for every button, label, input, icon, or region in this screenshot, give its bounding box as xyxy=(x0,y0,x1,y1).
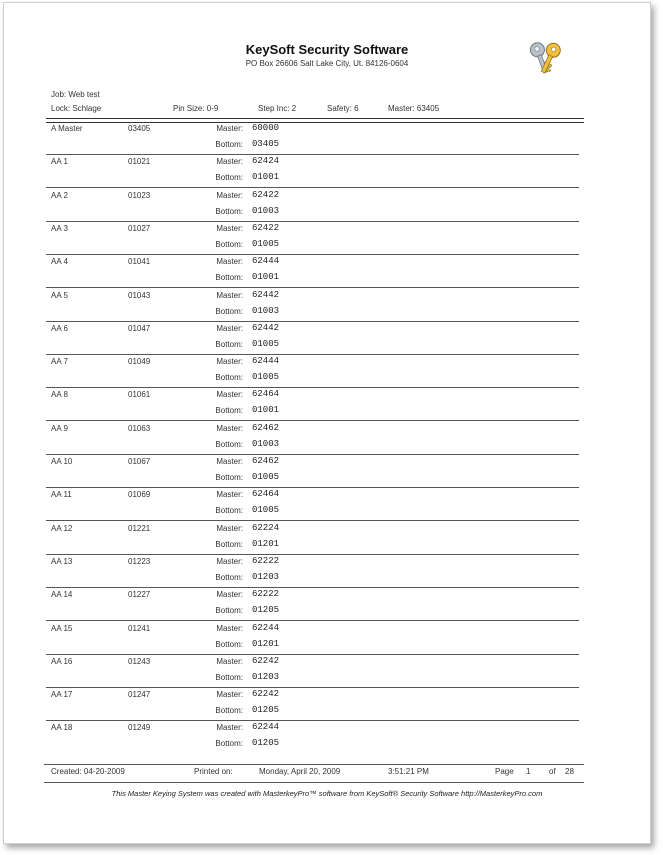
master-value: 62242 xyxy=(252,689,280,700)
footer-bottom-rule xyxy=(44,782,584,783)
bottom-field-label: Bottom: xyxy=(215,406,243,416)
company-address: PO Box 26606 Salt Lake City, Ut. 84126-0604 xyxy=(245,59,409,68)
key-name: AA 8 xyxy=(51,390,68,400)
master-value: 62422 xyxy=(252,222,280,233)
master-field-label: Master: xyxy=(216,390,243,400)
key-name: AA 7 xyxy=(51,357,68,367)
row-divider xyxy=(46,487,579,488)
master-field-label: Master: xyxy=(216,257,243,267)
row-divider xyxy=(46,420,579,421)
bottom-value: 01201 xyxy=(252,638,280,649)
master-value: 62222 xyxy=(252,555,280,566)
key-code: 01223 xyxy=(128,556,151,566)
job-label: Job: Web test xyxy=(51,90,100,99)
bottom-field-label: Bottom: xyxy=(215,140,243,149)
bottom-field-label: Bottom: xyxy=(215,572,243,582)
key-code: 01021 xyxy=(128,157,151,167)
key-code: 01243 xyxy=(128,656,151,666)
key-name: AA 6 xyxy=(51,323,68,333)
bottom-field-label: Bottom: xyxy=(215,606,243,616)
bottom-field-label: Bottom: xyxy=(215,239,243,249)
bottom-value: 01205 xyxy=(252,738,280,749)
bottom-value: 01005 xyxy=(252,238,280,249)
footer-top-rule xyxy=(44,764,584,765)
key-code: 01249 xyxy=(128,723,151,733)
safety-label: Safety: 6 xyxy=(327,104,359,113)
bottom-field-label: Bottom: xyxy=(215,339,243,349)
row-divider xyxy=(46,254,579,255)
footer-note: This Master Keying System was created with MasterkeyPro™ software from KeySoft® Security Software http://MasterkeyPro.com xyxy=(111,789,543,798)
master-field-label: Master: xyxy=(216,290,243,300)
master-value: 62442 xyxy=(252,322,280,333)
key-code: 01061 xyxy=(128,390,151,400)
bottom-value: 01005 xyxy=(252,472,280,482)
bottom-field-label: Bottom: xyxy=(215,439,243,449)
lock-label: Lock: Schlage xyxy=(51,104,102,113)
key-name: AA 2 xyxy=(51,190,68,200)
master-value: 62242 xyxy=(252,655,280,666)
bottom-value: 01201 xyxy=(252,538,280,549)
master-value: 62442 xyxy=(252,289,280,300)
master-field-label: Master: xyxy=(216,723,243,733)
key-code: 01241 xyxy=(128,623,151,633)
key-code: 01043 xyxy=(128,290,151,300)
key-name: A Master xyxy=(51,124,83,133)
bottom-field-label: Bottom: xyxy=(215,706,243,716)
printed-time: 3:51:21 PM xyxy=(388,767,429,776)
master-field-label: Master: xyxy=(216,190,243,200)
row-divider xyxy=(46,387,579,388)
step-inc-label: Step Inc: 2 xyxy=(258,104,297,113)
master-value: 62462 xyxy=(252,456,280,466)
bottom-field-label: Bottom: xyxy=(215,506,243,516)
row-divider xyxy=(46,154,579,155)
key-name: AA 12 xyxy=(51,523,73,533)
bottom-field-label: Bottom: xyxy=(215,672,243,682)
key-name: AA 16 xyxy=(51,656,73,666)
page-label: Page xyxy=(495,767,514,776)
bottom-field-label: Bottom: xyxy=(215,373,243,383)
master-value: 62444 xyxy=(252,256,280,267)
master-field-label: Master: xyxy=(216,656,243,666)
master-value: 62464 xyxy=(252,489,280,500)
row-divider xyxy=(46,187,579,188)
bottom-field-label: Bottom: xyxy=(215,639,243,649)
key-code: 01049 xyxy=(128,357,151,367)
row-divider xyxy=(46,321,579,322)
master-field-label: Master: xyxy=(216,690,243,700)
row-divider xyxy=(46,354,579,355)
bottom-value: 01001 xyxy=(252,405,280,416)
bottom-value: 01003 xyxy=(252,205,280,216)
row-divider xyxy=(46,221,579,222)
bottom-value: 01205 xyxy=(252,605,280,616)
key-name: AA 15 xyxy=(51,623,73,633)
master-value: 62222 xyxy=(252,589,280,600)
bottom-value: 01005 xyxy=(252,372,280,383)
master-field-label: Master: xyxy=(216,523,243,533)
bottom-field-label: Bottom: xyxy=(215,739,243,749)
master-label: Master: 63405 xyxy=(388,104,440,113)
bottom-field-label: Bottom: xyxy=(215,173,243,183)
key-name: AA 13 xyxy=(51,556,73,566)
bottom-value: 01005 xyxy=(252,338,280,349)
master-field-label: Master: xyxy=(216,323,243,333)
master-field-label: Master: xyxy=(216,157,243,167)
key-name: AA 4 xyxy=(51,257,68,267)
row-divider xyxy=(46,454,579,455)
created-date: Created: 04-20-2009 xyxy=(51,767,125,776)
key-code: 01247 xyxy=(128,690,151,700)
key-name: AA 5 xyxy=(51,290,68,300)
bottom-field-label: Bottom: xyxy=(215,206,243,216)
report-page xyxy=(3,2,651,844)
bottom-value: 01003 xyxy=(252,305,280,316)
master-field-label: Master: xyxy=(216,490,243,500)
master-value: 62444 xyxy=(252,356,280,367)
key-code: 01063 xyxy=(128,423,151,433)
bottom-value: 01001 xyxy=(252,172,280,183)
row-divider xyxy=(46,720,579,721)
key-name: AA 1 xyxy=(51,157,68,167)
row-divider xyxy=(46,520,579,521)
key-code: 01067 xyxy=(128,457,151,466)
key-name: AA 14 xyxy=(51,590,73,600)
master-field-label: Master: xyxy=(216,556,243,566)
master-field-label: Master: xyxy=(216,223,243,233)
bottom-value: 01003 xyxy=(252,438,280,449)
bottom-field-label: Bottom: xyxy=(215,539,243,549)
key-name: AA 17 xyxy=(51,690,73,700)
key-code: 03405 xyxy=(128,124,151,133)
key-code: 01041 xyxy=(128,257,151,267)
bottom-field-label: Bottom: xyxy=(215,306,243,316)
key-name: AA 11 xyxy=(51,490,72,500)
key-name: AA 9 xyxy=(51,423,68,433)
key-code: 01047 xyxy=(128,323,151,333)
row-divider xyxy=(46,654,579,655)
master-field-label: Master: xyxy=(216,423,243,433)
key-name: AA 18 xyxy=(51,723,73,733)
key-name: AA 10 xyxy=(51,457,73,466)
master-field-label: Master: xyxy=(216,124,243,133)
master-value: 62424 xyxy=(252,156,280,167)
pin-size-label: Pin Size: 0-9 xyxy=(173,104,219,113)
master-value: 62462 xyxy=(252,422,280,433)
printed-label: Printed on: xyxy=(194,767,233,776)
master-field-label: Master: xyxy=(216,357,243,367)
of-label: of xyxy=(549,767,556,776)
bottom-value: 01203 xyxy=(252,571,280,582)
master-field-label: Master: xyxy=(216,623,243,633)
key-code: 01069 xyxy=(128,490,151,500)
bottom-value: 01001 xyxy=(252,272,280,283)
bottom-value: 03405 xyxy=(252,139,280,149)
row-divider xyxy=(46,287,579,288)
key-code: 01023 xyxy=(128,190,151,200)
master-value: 62244 xyxy=(252,722,280,733)
key-code: 01227 xyxy=(128,590,151,600)
bottom-value: 01005 xyxy=(252,505,280,516)
header-divider xyxy=(46,118,584,123)
row-divider xyxy=(46,587,579,588)
master-field-label: Master: xyxy=(216,590,243,600)
bottom-value: 01203 xyxy=(252,671,280,682)
company-name: KeySoft Security Software xyxy=(245,42,409,57)
row-divider xyxy=(46,620,579,621)
master-value: 62224 xyxy=(252,522,280,533)
bottom-field-label: Bottom: xyxy=(215,473,243,482)
master-field-label: Master: xyxy=(216,457,243,466)
page-total: 28 xyxy=(565,767,574,776)
row-divider xyxy=(46,554,579,555)
keys-icon xyxy=(526,39,566,79)
bottom-field-label: Bottom: xyxy=(215,273,243,283)
master-value: 62464 xyxy=(252,389,280,400)
page-number: 1 xyxy=(526,767,531,776)
master-value: 62244 xyxy=(252,622,280,633)
key-code: 01027 xyxy=(128,223,151,233)
key-name: AA 3 xyxy=(51,223,68,233)
master-value: 62422 xyxy=(252,189,280,200)
master-value: 60000 xyxy=(252,123,280,133)
printed-date: Monday, April 20, 2009 xyxy=(259,767,341,776)
row-divider xyxy=(46,687,579,688)
key-code: 01221 xyxy=(128,523,151,533)
bottom-value: 01205 xyxy=(252,705,280,716)
